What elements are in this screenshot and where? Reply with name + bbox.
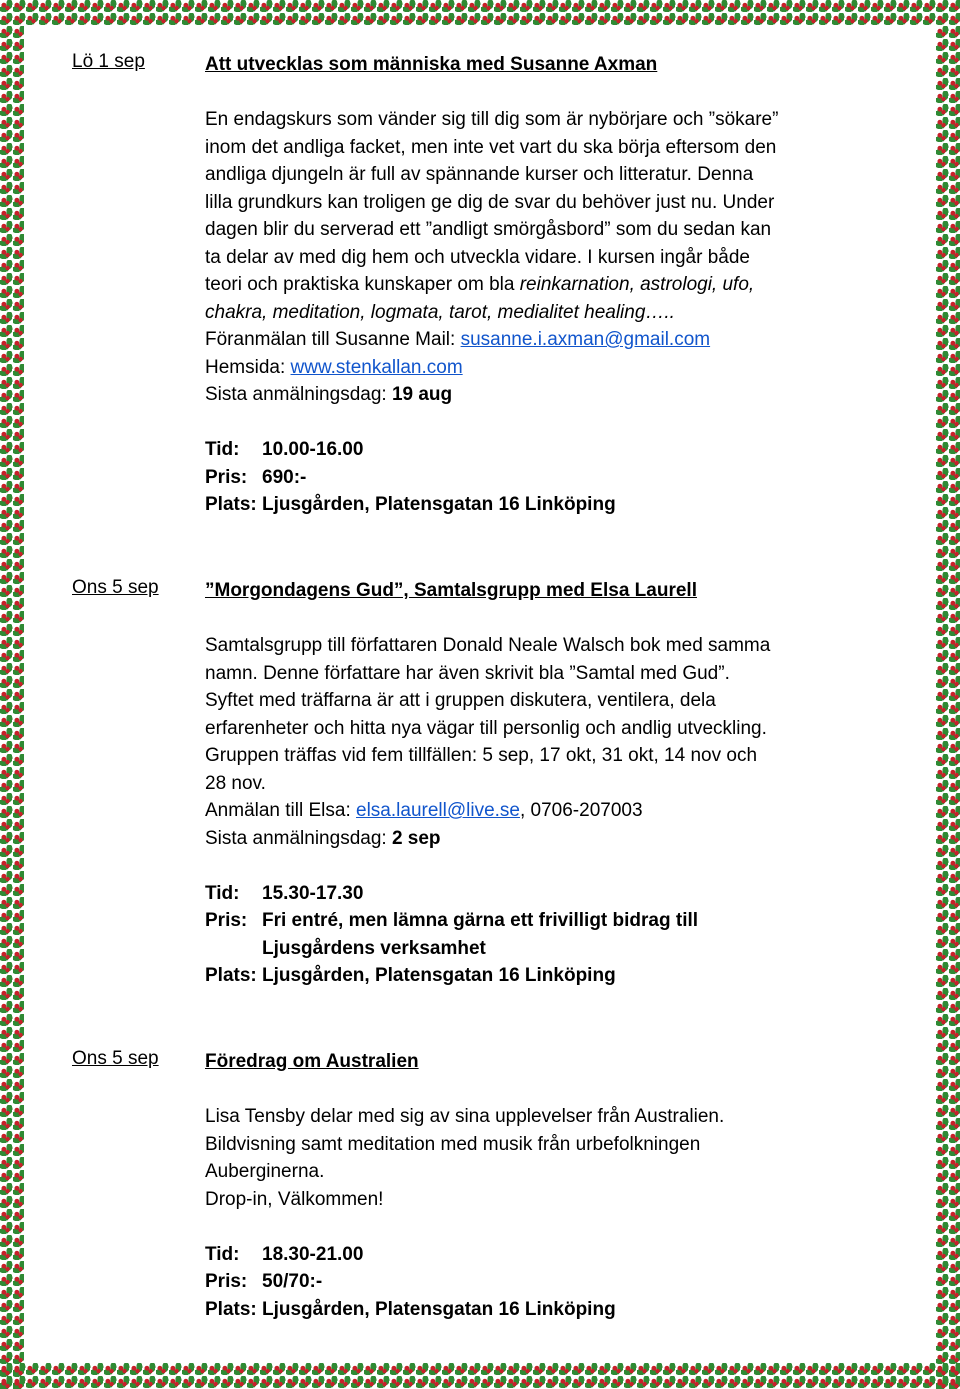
deadline-label: Sista anmälningsdag:	[205, 384, 392, 405]
event-title: Att utvecklas som människa med Susanne Axman	[205, 54, 658, 75]
event-title: ”Morgondagens Gud”, Samtalsgrupp med Elsa Laurell	[205, 580, 697, 601]
desc-line: Gruppen träffas vid fem tillfällen: 5 sep, 17 okt, 31 okt, 14 nov och	[205, 745, 758, 766]
holly-border-top	[0, 0, 960, 26]
desc-line: Lisa Tensby delar med sig av sina upplevelser från Australien.	[205, 1106, 725, 1127]
event-description	[205, 1103, 855, 1213]
event-location: Plats: Ljusgården, Platensgatan 16 Linköping	[205, 965, 616, 986]
event-date: Ons 5 sep	[72, 1048, 159, 1069]
desc-line: erfarenheter och hitta nya vägar till personlig och andlig utveckling.	[205, 717, 767, 739]
website-link[interactable]: www.stenkallan.com	[290, 356, 463, 378]
event-description	[205, 106, 855, 409]
event-location: Plats: Ljusgården, Platensgatan 16 Linköping	[205, 494, 616, 515]
desc-line: Auberginerna.	[205, 1161, 325, 1182]
signup-label: Anmälan till Elsa:	[205, 800, 357, 821]
desc-line: 28 nov.	[205, 772, 266, 794]
signup-label: Föranmälan till Susanne Mail:	[205, 329, 461, 350]
event-time: Tid: 18.30-21.00	[205, 1243, 364, 1265]
holly-border-left	[0, 0, 24, 1389]
desc-line: En endagskurs som vänder sig till dig som är nybörjare och ”sökare”	[205, 109, 779, 130]
desc-line: namn. Denne författare har även skrivit bla ”Samtal med Gud”.	[205, 662, 730, 684]
deadline-label: Sista anmälningsdag:	[205, 827, 392, 849]
event-price: Pris: 690:-	[205, 466, 307, 488]
deadline-value: 2 sep	[391, 827, 441, 849]
deadline-value: 19 aug	[391, 384, 453, 405]
desc-line: Syftet med träffarna är att i gruppen diskutera, ventilera, dela	[205, 690, 716, 711]
website-label: Hemsida:	[205, 356, 291, 378]
event-date: Lö 1 sep	[72, 51, 145, 72]
event-location: Plats: Ljusgården, Platensgatan 16 Linköping	[205, 1298, 616, 1320]
event-time: Tid: 10.00-16.00	[205, 439, 364, 460]
event-date: Ons 5 sep	[72, 577, 159, 598]
desc-line: Drop-in, Välkommen!	[205, 1188, 384, 1210]
topic-list: reinkarnation, astrologi, ufo,	[519, 274, 755, 295]
email-link[interactable]: susanne.i.axman@gmail.com	[460, 329, 711, 350]
holly-border-right	[936, 0, 960, 1389]
desc-line: lilla grundkurs kan troligen ge dig de svar du behöver just nu. Under	[205, 191, 775, 213]
event-price: Pris: Fri entré, men lämna gärna ett frivilligt bidrag till	[205, 910, 699, 931]
desc-line: andliga djungeln är full av spännande kurser och litteratur. Denna	[205, 164, 754, 185]
event-description	[205, 632, 855, 852]
event-price-continued: Ljusgårdens verksamhet	[262, 937, 486, 959]
desc-line: Samtalsgrupp till författaren Donald Neale Walsch bok med samma	[205, 635, 771, 656]
event-price: Pris: 50/70:-	[205, 1271, 323, 1292]
email-link[interactable]: elsa.laurell@live.se	[356, 800, 520, 821]
desc-line: Bildvisning samt meditation med musik från urbefolkningen	[205, 1133, 701, 1155]
topic-list: chakra, meditation, logmata, tarot, medialitet healing…..	[205, 301, 675, 323]
desc-line: inom det andliga facket, men inte vet vart du ska börja eftersom den	[205, 136, 777, 158]
desc-line: teori och praktiska kunskaper om bla	[205, 274, 515, 295]
desc-line: ta delar av med dig hem och utveckla vidare. I kursen ingår både	[205, 246, 750, 268]
holly-border-bottom	[0, 1363, 960, 1389]
event-title: Föredrag om Australien	[205, 1051, 419, 1072]
desc-line: dagen blir du serverad ett ”andligt smörgåsbord” som du sedan kan	[205, 219, 772, 240]
phone-number: , 0706-207003	[519, 800, 643, 821]
event-time: Tid: 15.30-17.30	[205, 882, 364, 904]
